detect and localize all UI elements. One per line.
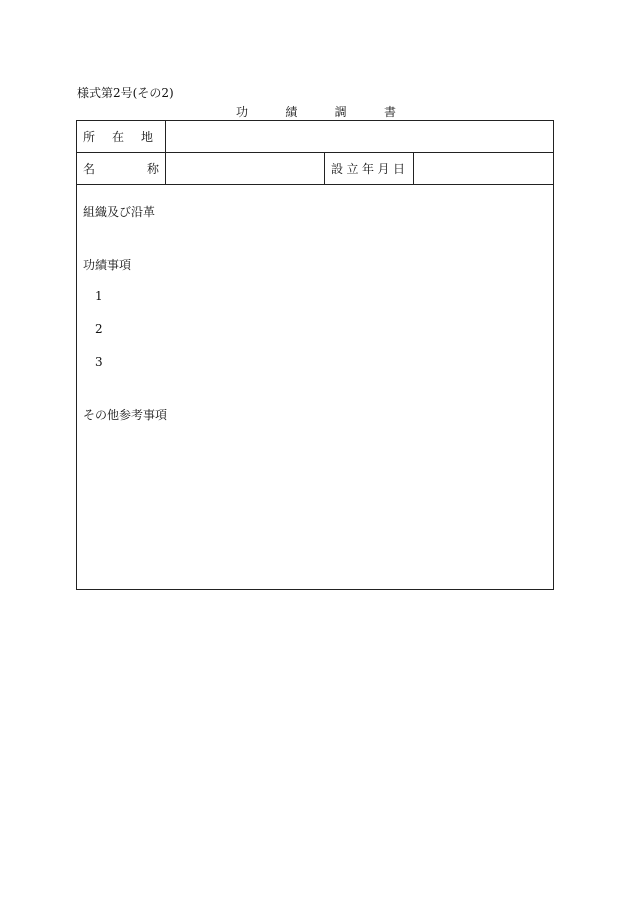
document-title	[236, 103, 396, 120]
organization-heading: 組織及び沿革	[83, 205, 156, 219]
location-label: 所 在 地	[77, 121, 166, 152]
title-char: 績	[285, 105, 298, 119]
location-field[interactable]	[166, 121, 553, 152]
achievement-form	[76, 120, 554, 590]
achievements-heading: 功績事項	[83, 258, 132, 272]
title-char: 書	[383, 105, 396, 119]
name-field[interactable]	[166, 153, 325, 184]
name-label: 名 称	[77, 153, 166, 184]
title-char: 功	[236, 105, 249, 119]
form-number: 様式第2号(その2)	[77, 86, 174, 100]
established-date-field[interactable]	[414, 153, 553, 184]
other-reference-heading: その他参考事項	[83, 408, 168, 422]
established-date-label: 設 立 年 月 日	[325, 153, 414, 184]
achievement-item-number: 3	[95, 355, 103, 369]
name-row	[77, 153, 553, 185]
title-char: 調	[334, 105, 347, 119]
details-area[interactable]	[77, 185, 553, 589]
achievement-item-number: 2	[95, 322, 103, 336]
achievement-item-number: 1	[95, 289, 103, 303]
location-row	[77, 121, 553, 153]
